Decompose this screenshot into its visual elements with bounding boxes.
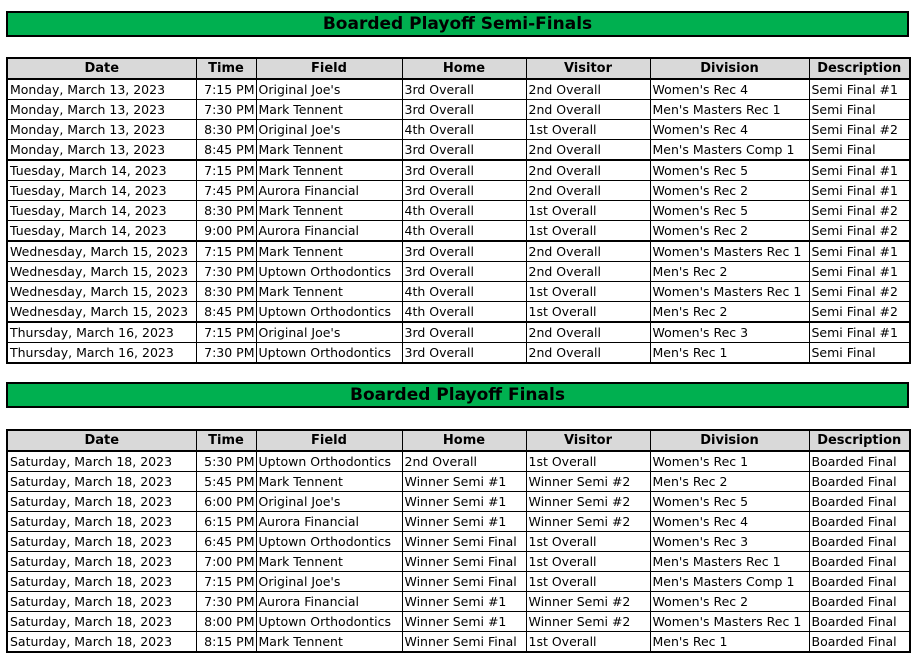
home-cell: 3rd Overall	[402, 262, 526, 282]
date-cell: Wednesday, March 15, 2023	[7, 282, 196, 302]
date-cell: Wednesday, March 15, 2023	[7, 262, 196, 282]
date-cell: Saturday, March 18, 2023	[7, 472, 196, 492]
visitor-cell: 1st Overall	[526, 552, 650, 572]
visitor-cell: Winner Semi #2	[526, 592, 650, 612]
home-cell: Winner Semi Final	[402, 552, 526, 572]
field-cell: Mark Tennent	[256, 632, 402, 653]
description-cell: Semi Final #1	[809, 181, 910, 201]
time-cell: 7:15 PM	[196, 241, 256, 262]
division-cell: Women's Rec 5	[650, 160, 809, 181]
description-cell: Semi Final #1	[809, 241, 910, 262]
visitor-cell: 1st Overall	[526, 282, 650, 302]
home-cell: Winner Semi Final	[402, 572, 526, 592]
table-row	[7, 181, 910, 201]
description-cell: Boarded Final	[809, 592, 910, 612]
division-cell: Women's Rec 5	[650, 492, 809, 512]
field-cell: Uptown Orthodontics	[256, 612, 402, 632]
division-cell: Men's Rec 1	[650, 632, 809, 653]
time-cell: 7:15 PM	[196, 572, 256, 592]
date-cell: Saturday, March 18, 2023	[7, 592, 196, 612]
field-cell: Aurora Financial	[256, 221, 402, 242]
table-row	[7, 512, 910, 532]
description-cell: Boarded Final	[809, 492, 910, 512]
col-header-division: Division	[650, 58, 809, 79]
field-cell: Original Joe's	[256, 322, 402, 343]
description-cell: Semi Final #2	[809, 302, 910, 323]
col-header-field: Field	[256, 58, 402, 79]
table-row	[7, 492, 910, 512]
field-cell: Uptown Orthodontics	[256, 532, 402, 552]
date-cell: Saturday, March 18, 2023	[7, 552, 196, 572]
visitor-cell: 2nd Overall	[526, 262, 650, 282]
date-cell: Wednesday, March 15, 2023	[7, 241, 196, 262]
visitor-cell: 2nd Overall	[526, 79, 650, 100]
time-cell: 8:15 PM	[196, 632, 256, 653]
field-cell: Aurora Financial	[256, 592, 402, 612]
date-cell: Saturday, March 18, 2023	[7, 632, 196, 653]
date-cell: Monday, March 13, 2023	[7, 120, 196, 140]
col-header-home: Home	[402, 430, 526, 451]
visitor-cell: 1st Overall	[526, 451, 650, 472]
date-cell: Monday, March 13, 2023	[7, 100, 196, 120]
visitor-cell: Winner Semi #2	[526, 512, 650, 532]
home-cell: 3rd Overall	[402, 343, 526, 364]
table-row	[7, 451, 910, 472]
home-cell: 3rd Overall	[402, 79, 526, 100]
table-row	[7, 160, 910, 181]
home-cell: 4th Overall	[402, 120, 526, 140]
table-row	[7, 241, 910, 262]
field-cell: Original Joe's	[256, 572, 402, 592]
division-cell: Men's Masters Comp 1	[650, 140, 809, 161]
field-cell: Original Joe's	[256, 120, 402, 140]
description-cell: Semi Final #1	[809, 79, 910, 100]
description-cell: Semi Final #2	[809, 120, 910, 140]
table-row	[7, 343, 910, 364]
field-cell: Aurora Financial	[256, 512, 402, 532]
time-cell: 8:30 PM	[196, 120, 256, 140]
col-header-visitor: Visitor	[526, 430, 650, 451]
date-cell: Saturday, March 18, 2023	[7, 451, 196, 472]
date-cell: Thursday, March 16, 2023	[7, 343, 196, 364]
col-header-division: Division	[650, 430, 809, 451]
time-cell: 8:45 PM	[196, 302, 256, 323]
visitor-cell: 1st Overall	[526, 120, 650, 140]
description-cell: Semi Final #2	[809, 282, 910, 302]
date-cell: Saturday, March 18, 2023	[7, 532, 196, 552]
col-header-field: Field	[256, 430, 402, 451]
table-header-row	[7, 430, 910, 451]
table-row	[7, 201, 910, 221]
visitor-cell: 2nd Overall	[526, 140, 650, 161]
visitor-cell: 1st Overall	[526, 632, 650, 653]
visitor-cell: 2nd Overall	[526, 181, 650, 201]
time-cell: 5:30 PM	[196, 451, 256, 472]
home-cell: Winner Semi #1	[402, 492, 526, 512]
table-row	[7, 100, 910, 120]
col-header-date: Date	[7, 430, 196, 451]
description-cell: Semi Final #1	[809, 262, 910, 282]
date-cell: Saturday, March 18, 2023	[7, 492, 196, 512]
home-cell: 3rd Overall	[402, 160, 526, 181]
home-cell: 4th Overall	[402, 282, 526, 302]
division-cell: Women's Rec 2	[650, 181, 809, 201]
semi-finals-table	[6, 57, 911, 364]
time-cell: 8:45 PM	[196, 140, 256, 161]
field-cell: Mark Tennent	[256, 100, 402, 120]
table-row	[7, 282, 910, 302]
col-header-home: Home	[402, 58, 526, 79]
division-cell: Women's Rec 4	[650, 120, 809, 140]
division-cell: Women's Rec 4	[650, 512, 809, 532]
date-cell: Saturday, March 18, 2023	[7, 612, 196, 632]
division-cell: Women's Masters Rec 1	[650, 282, 809, 302]
field-cell: Uptown Orthodontics	[256, 343, 402, 364]
description-cell: Boarded Final	[809, 512, 910, 532]
field-cell: Original Joe's	[256, 492, 402, 512]
semi-finals-title: Boarded Playoff Semi-Finals	[6, 11, 909, 37]
time-cell: 7:15 PM	[196, 160, 256, 181]
division-cell: Women's Rec 3	[650, 532, 809, 552]
field-cell: Mark Tennent	[256, 201, 402, 221]
home-cell: Winner Semi #1	[402, 592, 526, 612]
home-cell: 3rd Overall	[402, 322, 526, 343]
date-cell: Thursday, March 16, 2023	[7, 322, 196, 343]
field-cell: Uptown Orthodontics	[256, 262, 402, 282]
description-cell: Boarded Final	[809, 572, 910, 592]
time-cell: 8:30 PM	[196, 201, 256, 221]
semi-finals-rows	[7, 79, 910, 363]
date-cell: Tuesday, March 14, 2023	[7, 201, 196, 221]
visitor-cell: 2nd Overall	[526, 241, 650, 262]
division-cell: Women's Rec 2	[650, 592, 809, 612]
table-row	[7, 532, 910, 552]
time-cell: 7:15 PM	[196, 79, 256, 100]
date-cell: Tuesday, March 14, 2023	[7, 221, 196, 242]
table-row	[7, 302, 910, 323]
division-cell: Men's Masters Comp 1	[650, 572, 809, 592]
home-cell: Winner Semi #1	[402, 472, 526, 492]
field-cell: Mark Tennent	[256, 241, 402, 262]
division-cell: Women's Masters Rec 1	[650, 612, 809, 632]
finals-title: Boarded Playoff Finals	[6, 382, 909, 408]
home-cell: 2nd Overall	[402, 451, 526, 472]
date-cell: Tuesday, March 14, 2023	[7, 160, 196, 181]
date-cell: Saturday, March 18, 2023	[7, 572, 196, 592]
division-cell: Women's Rec 1	[650, 451, 809, 472]
division-cell: Men's Rec 1	[650, 343, 809, 364]
visitor-cell: 1st Overall	[526, 221, 650, 242]
home-cell: 3rd Overall	[402, 100, 526, 120]
col-header-date: Date	[7, 58, 196, 79]
field-cell: Mark Tennent	[256, 282, 402, 302]
division-cell: Women's Masters Rec 1	[650, 241, 809, 262]
field-cell: Original Joe's	[256, 79, 402, 100]
home-cell: 4th Overall	[402, 302, 526, 323]
visitor-cell: Winner Semi #2	[526, 492, 650, 512]
division-cell: Women's Rec 4	[650, 79, 809, 100]
table-row	[7, 79, 910, 100]
time-cell: 7:30 PM	[196, 343, 256, 364]
table-row	[7, 572, 910, 592]
home-cell: 3rd Overall	[402, 140, 526, 161]
time-cell: 8:30 PM	[196, 282, 256, 302]
field-cell: Aurora Financial	[256, 181, 402, 201]
col-header-time: Time	[196, 58, 256, 79]
date-cell: Saturday, March 18, 2023	[7, 512, 196, 532]
table-row	[7, 221, 910, 242]
table-row	[7, 140, 910, 161]
division-cell: Men's Rec 2	[650, 302, 809, 323]
table-row	[7, 592, 910, 612]
table-row	[7, 322, 910, 343]
description-cell: Semi Final	[809, 343, 910, 364]
visitor-cell: 1st Overall	[526, 302, 650, 323]
time-cell: 8:00 PM	[196, 612, 256, 632]
division-cell: Men's Rec 2	[650, 262, 809, 282]
home-cell: 4th Overall	[402, 221, 526, 242]
visitor-cell: 1st Overall	[526, 201, 650, 221]
field-cell: Mark Tennent	[256, 472, 402, 492]
visitor-cell: Winner Semi #2	[526, 472, 650, 492]
col-header-visitor: Visitor	[526, 58, 650, 79]
table-row	[7, 262, 910, 282]
table-header-row	[7, 58, 910, 79]
description-cell: Boarded Final	[809, 632, 910, 653]
field-cell: Uptown Orthodontics	[256, 451, 402, 472]
description-cell: Semi Final	[809, 140, 910, 161]
time-cell: 6:00 PM	[196, 492, 256, 512]
table-row	[7, 472, 910, 492]
home-cell: Winner Semi Final	[402, 632, 526, 653]
description-cell: Semi Final #2	[809, 221, 910, 242]
visitor-cell: 2nd Overall	[526, 343, 650, 364]
division-cell: Men's Rec 2	[650, 472, 809, 492]
time-cell: 7:00 PM	[196, 552, 256, 572]
time-cell: 6:45 PM	[196, 532, 256, 552]
description-cell: Boarded Final	[809, 532, 910, 552]
description-cell: Semi Final #1	[809, 322, 910, 343]
field-cell: Mark Tennent	[256, 160, 402, 181]
division-cell: Men's Masters Rec 1	[650, 552, 809, 572]
home-cell: Winner Semi #1	[402, 512, 526, 532]
description-cell: Semi Final #1	[809, 160, 910, 181]
description-cell: Boarded Final	[809, 552, 910, 572]
table-row	[7, 120, 910, 140]
division-cell: Women's Rec 2	[650, 221, 809, 242]
table-row	[7, 632, 910, 653]
home-cell: 3rd Overall	[402, 241, 526, 262]
visitor-cell: 1st Overall	[526, 572, 650, 592]
table-row	[7, 552, 910, 572]
visitor-cell: 1st Overall	[526, 532, 650, 552]
description-cell: Boarded Final	[809, 472, 910, 492]
description-cell: Boarded Final	[809, 451, 910, 472]
col-header-description: Description	[809, 430, 910, 451]
time-cell: 7:30 PM	[196, 100, 256, 120]
description-cell: Boarded Final	[809, 612, 910, 632]
time-cell: 6:15 PM	[196, 512, 256, 532]
col-header-time: Time	[196, 430, 256, 451]
time-cell: 5:45 PM	[196, 472, 256, 492]
division-cell: Men's Masters Rec 1	[650, 100, 809, 120]
visitor-cell: Winner Semi #2	[526, 612, 650, 632]
date-cell: Monday, March 13, 2023	[7, 140, 196, 161]
visitor-cell: 2nd Overall	[526, 100, 650, 120]
date-cell: Wednesday, March 15, 2023	[7, 302, 196, 323]
date-cell: Tuesday, March 14, 2023	[7, 181, 196, 201]
time-cell: 9:00 PM	[196, 221, 256, 242]
home-cell: Winner Semi #1	[402, 612, 526, 632]
col-header-description: Description	[809, 58, 910, 79]
finals-rows	[7, 451, 910, 652]
description-cell: Semi Final	[809, 100, 910, 120]
time-cell: 7:15 PM	[196, 322, 256, 343]
table-row	[7, 612, 910, 632]
time-cell: 7:45 PM	[196, 181, 256, 201]
visitor-cell: 2nd Overall	[526, 322, 650, 343]
field-cell: Mark Tennent	[256, 140, 402, 161]
division-cell: Women's Rec 5	[650, 201, 809, 221]
home-cell: 4th Overall	[402, 201, 526, 221]
time-cell: 7:30 PM	[196, 262, 256, 282]
field-cell: Mark Tennent	[256, 552, 402, 572]
home-cell: 3rd Overall	[402, 181, 526, 201]
visitor-cell: 2nd Overall	[526, 160, 650, 181]
home-cell: Winner Semi Final	[402, 532, 526, 552]
division-cell: Women's Rec 3	[650, 322, 809, 343]
description-cell: Semi Final #2	[809, 201, 910, 221]
finals-table	[6, 429, 911, 653]
time-cell: 7:30 PM	[196, 592, 256, 612]
field-cell: Uptown Orthodontics	[256, 302, 402, 323]
date-cell: Monday, March 13, 2023	[7, 79, 196, 100]
